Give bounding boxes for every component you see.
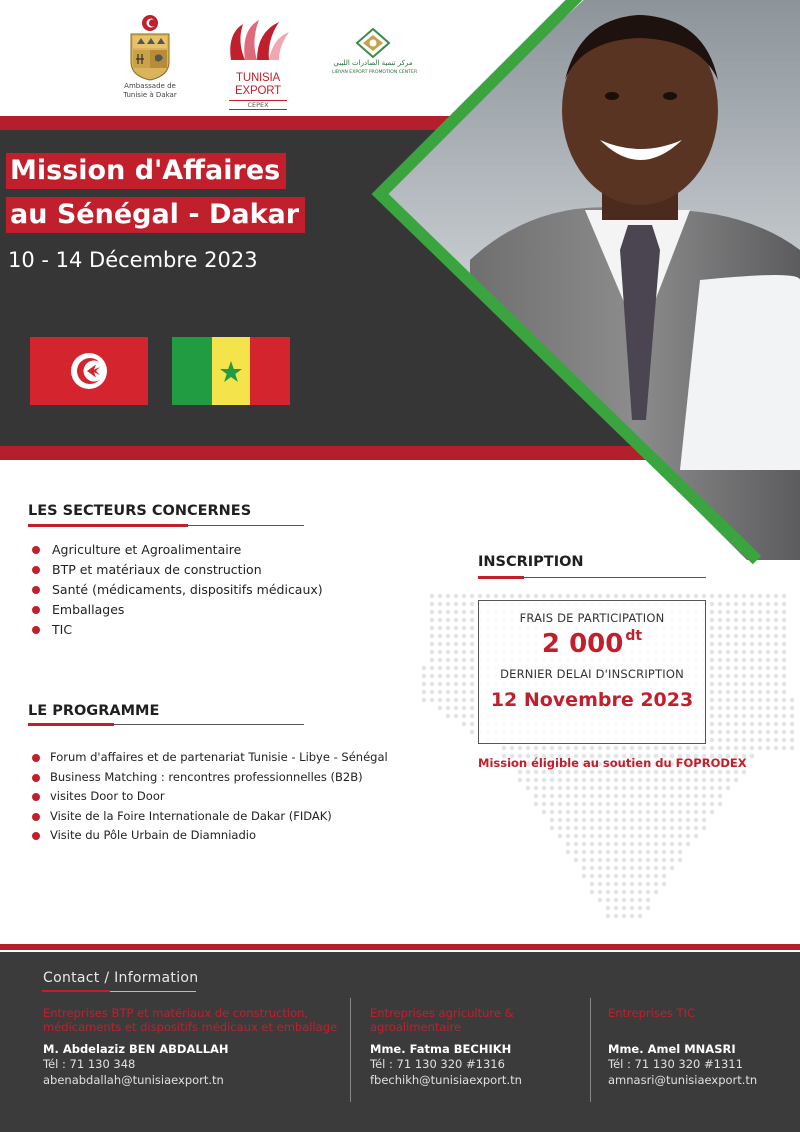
program-title: LE PROGRAMME	[28, 703, 160, 719]
deadline-value: 12 Novembre 2023	[490, 689, 694, 711]
foprodex-note: Mission éligible au soutien du FOPRODEX	[478, 756, 747, 770]
embassy-caption-line1: Ambassade de	[124, 82, 176, 90]
embassy-caption-line2: Tunisie à Dakar	[123, 91, 177, 99]
list-item: Emballages	[28, 600, 323, 620]
contact-card-2	[370, 1006, 550, 1088]
inscription-title: INSCRIPTION	[478, 554, 584, 570]
hero-dates: 10 - 14 Décembre 2023	[8, 248, 258, 272]
libyan-export-arabic: مركز تنمية الصادرات الليبي	[333, 59, 413, 67]
contact-card-1	[43, 1006, 343, 1088]
libyan-export-label: LIBYAN EXPORT PROMOTION CENTER	[332, 70, 418, 75]
fee-value: 2 000	[541, 629, 624, 659]
list-item: BTP et matériaux de construction	[28, 560, 323, 580]
fee-label: FRAIS DE PARTICIPATION	[519, 611, 665, 625]
contact-card-3	[608, 1006, 788, 1088]
sectors-title: LES SECTEURS CONCERNES	[28, 503, 252, 519]
contact-category: Entreprises TIC	[608, 1006, 695, 1020]
list-item: Visite du Pôle Urbain de Diamniadio	[30, 826, 388, 846]
inscription-rule	[478, 577, 706, 578]
contact-category: Entreprises BTP et matériaux de construction, médicaments et dispositifs médicaux et emballage	[43, 1006, 338, 1034]
contact-phone: Tél : 71 130 320 #1311	[608, 1057, 743, 1071]
deadline-label: DERNIER DELAI D'INSCRIPTION	[500, 667, 684, 681]
list-item: Santé (médicaments, dispositifs médicaux)	[28, 580, 323, 600]
contact-name: Mme. Amel MNASRI	[608, 1042, 736, 1056]
sectors-list	[28, 540, 323, 640]
list-item: Visite de la Foire Internationale de Dakar (FIDAK)	[30, 807, 388, 827]
contact-footer	[0, 952, 800, 1132]
list-item: TIC	[28, 620, 323, 640]
list-item: Business Matching : rencontres professionnelles (B2B)	[30, 768, 388, 788]
program-rule	[28, 724, 304, 725]
contact-email[interactable]: amnasri@tunisiaexport.tn	[608, 1073, 758, 1087]
list-item: visites Door to Door	[30, 787, 388, 807]
column-divider	[350, 998, 351, 1102]
contact-title: Contact / Information	[43, 970, 199, 986]
contact-phone: Tél : 71 130 320 #1316	[370, 1057, 505, 1071]
contact-category: Entreprises agriculture & agroalimentaire	[370, 1006, 514, 1034]
list-item: Agriculture et Agroalimentaire	[28, 540, 323, 560]
senegal-flag	[172, 337, 290, 405]
sectors-rule	[28, 525, 304, 526]
tunisia-export-sub: CEPEX	[229, 100, 287, 110]
fee-unit: dt	[625, 627, 643, 644]
inscription-box	[478, 600, 706, 744]
fee-amount	[479, 629, 705, 665]
hero-title-line1: Mission d'Affaires	[6, 153, 286, 189]
tunisia-export-label: TUNISIA EXPORT	[235, 72, 281, 97]
contact-email[interactable]: fbechikh@tunisiaexport.tn	[370, 1073, 522, 1087]
list-item: Forum d'affaires et de partenariat Tunisie - Libye - Sénégal	[30, 748, 388, 768]
contact-phone: Tél : 71 130 348	[43, 1057, 136, 1071]
hero-title-line2: au Sénégal - Dakar	[6, 197, 305, 233]
contact-title-accent	[42, 990, 110, 992]
contact-name: Mme. Fatma BECHIKH	[370, 1042, 512, 1056]
tunisia-flag	[30, 337, 148, 405]
contact-name: M. Abdelaziz BEN ABDALLAH	[43, 1042, 229, 1056]
program-list	[30, 748, 388, 846]
contact-email[interactable]: abenabdallah@tunisiaexport.tn	[43, 1073, 224, 1087]
contact-title-rule	[110, 991, 196, 992]
column-divider	[590, 998, 591, 1102]
footer-red-line	[0, 944, 800, 950]
